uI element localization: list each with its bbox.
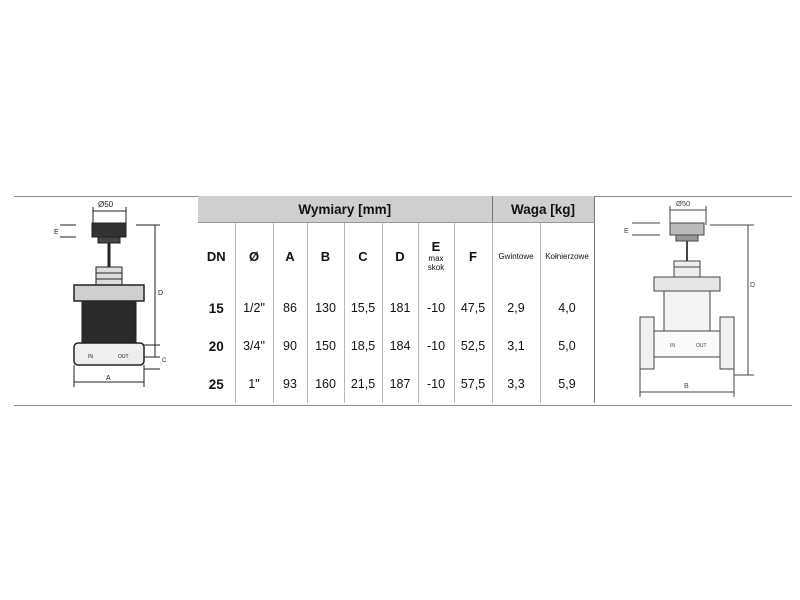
cell-dia: 1/2": [235, 289, 273, 327]
col-header-e-max: max: [428, 253, 444, 263]
cell-d: 187: [382, 365, 418, 403]
d-label: D: [750, 282, 756, 289]
col-header-b: B: [307, 223, 344, 290]
in-label: IN: [88, 354, 93, 360]
table-row: [198, 365, 594, 403]
col-header-d: D: [382, 223, 418, 290]
cell-dia: 1": [235, 365, 273, 403]
cell-gwintowe: 3,1: [492, 327, 540, 365]
cell-b: 130: [307, 289, 344, 327]
cell-a: 86: [273, 289, 307, 327]
cell-gwintowe: 3,3: [492, 365, 540, 403]
col-header-kolnierzowe: Kołnierzowe: [540, 223, 594, 290]
a-label: A: [106, 375, 111, 382]
cell-f: 57,5: [454, 365, 492, 403]
cell-dn: 25: [198, 365, 235, 403]
col-header-e: [418, 223, 454, 290]
cell-gwintowe: 2,9: [492, 289, 540, 327]
out-label: OUT: [696, 343, 707, 349]
cell-b: 150: [307, 327, 344, 365]
e-label: E: [624, 228, 629, 235]
col-header-f: F: [454, 223, 492, 290]
cell-kolnierzowe: 5,9: [540, 365, 594, 403]
cell-d: 181: [382, 289, 418, 327]
col-header-a: A: [273, 223, 307, 290]
cell-dn: 20: [198, 327, 235, 365]
out-label: OUT: [118, 354, 129, 360]
col-header-e-skok: skok: [427, 262, 445, 272]
cell-dn: 15: [198, 289, 235, 327]
cell-f: 52,5: [454, 327, 492, 365]
col-header-c: C: [344, 223, 382, 290]
cell-dia: 3/4": [235, 327, 273, 365]
col-header-gwintowe: Gwintowe: [492, 223, 540, 290]
c-label: C: [162, 358, 167, 364]
weight-group-header: Waga [kg]: [492, 196, 594, 223]
cell-d: 184: [382, 327, 418, 365]
in-label: IN: [670, 343, 675, 349]
dia-label: Ø50: [98, 200, 114, 209]
col-header-dn: DN: [198, 223, 235, 290]
e-label: E: [54, 229, 59, 236]
dimensions-group-header: Wymiary [mm]: [198, 196, 492, 223]
dia-label: Ø50: [676, 199, 691, 208]
table-row: [198, 327, 594, 365]
cell-e: -10: [418, 327, 454, 365]
cell-kolnierzowe: 4,0: [540, 289, 594, 327]
flanged-valve-drawing: [610, 197, 770, 402]
cell-e: -10: [418, 289, 454, 327]
b-label: B: [684, 383, 689, 390]
cell-c: 21,5: [344, 365, 382, 403]
cell-a: 93: [273, 365, 307, 403]
d-label: D: [158, 290, 164, 297]
cell-c: 15,5: [344, 289, 382, 327]
cell-kolnierzowe: 5,0: [540, 327, 594, 365]
cell-a: 90: [273, 327, 307, 365]
col-header-dia: Ø: [235, 223, 273, 290]
threaded-valve-drawing: [40, 197, 180, 402]
cell-f: 47,5: [454, 289, 492, 327]
col-header-e-label: E: [431, 238, 441, 254]
dimensions-table: [198, 196, 595, 403]
cell-c: 18,5: [344, 327, 382, 365]
cell-e: -10: [418, 365, 454, 403]
cell-b: 160: [307, 365, 344, 403]
table-row: [198, 289, 594, 327]
